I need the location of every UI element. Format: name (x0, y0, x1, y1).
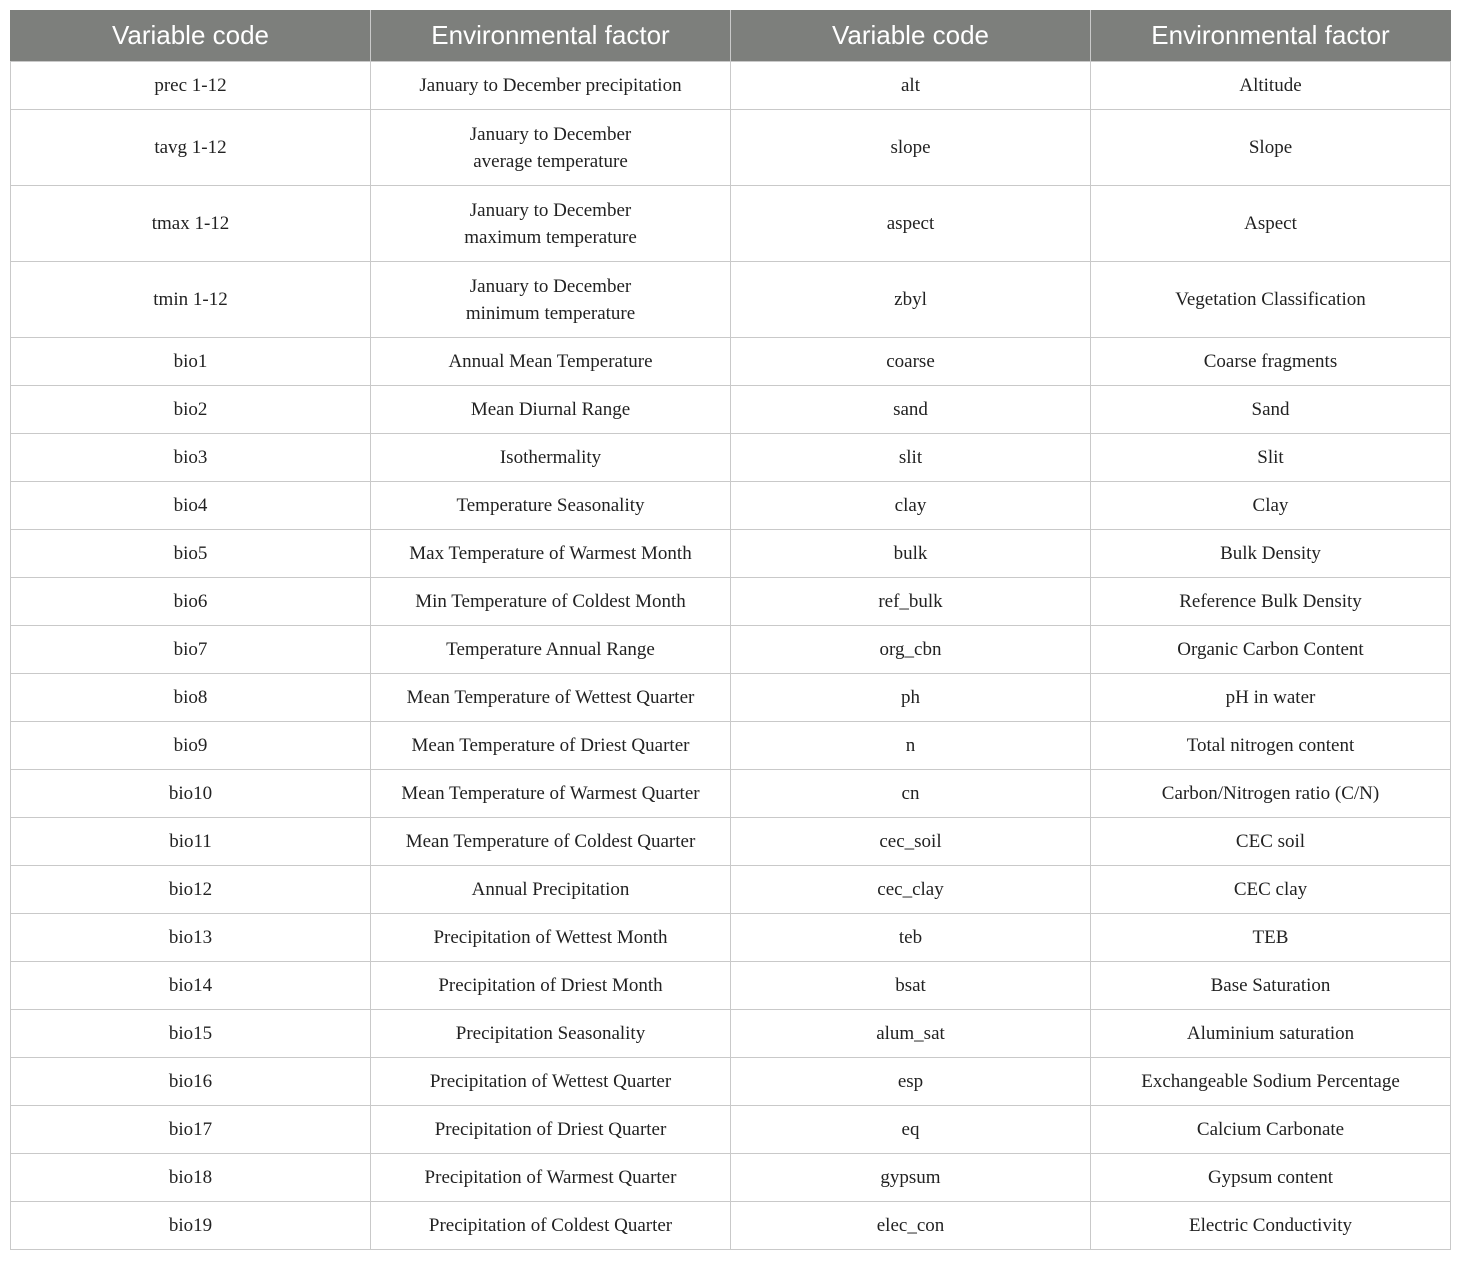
table-row (11, 110, 1451, 186)
variable-code-cell: tmin 1-12 (11, 262, 371, 338)
variable-code-cell: tavg 1-12 (11, 110, 371, 186)
environmental-factor-cell: pH in water (1091, 674, 1451, 722)
environmental-factor-cell: Max Temperature of Warmest Month (371, 530, 731, 578)
variable-code-cell: bio5 (11, 530, 371, 578)
environmental-factor-cell: Precipitation of Wettest Month (371, 914, 731, 962)
environmental-factor-cell: January to December maximum temperature (371, 186, 731, 262)
environmental-factor-cell: Aluminium saturation (1091, 1010, 1451, 1058)
variable-code-cell: bio15 (11, 1010, 371, 1058)
variable-code-cell: ref_bulk (731, 578, 1091, 626)
table-row (11, 530, 1451, 578)
variable-code-cell: bio1 (11, 338, 371, 386)
environmental-factor-cell: Bulk Density (1091, 530, 1451, 578)
table-header (11, 10, 1451, 62)
variable-code-cell: bio19 (11, 1202, 371, 1250)
variable-code-cell: org_cbn (731, 626, 1091, 674)
environmental-factor-cell: Mean Temperature of Warmest Quarter (371, 770, 731, 818)
environmental-factor-cell: Total nitrogen content (1091, 722, 1451, 770)
table-body (11, 62, 1451, 1250)
environmental-factor-cell: Temperature Seasonality (371, 482, 731, 530)
environmental-factor-cell: January to December minimum temperature (371, 262, 731, 338)
table-row (11, 1106, 1451, 1154)
environmental-factor-cell: Carbon/Nitrogen ratio (C/N) (1091, 770, 1451, 818)
environmental-factor-cell: Precipitation of Driest Quarter (371, 1106, 731, 1154)
table-row (11, 770, 1451, 818)
environmental-factor-cell: CEC soil (1091, 818, 1451, 866)
environmental-factor-cell: Electric Conductivity (1091, 1202, 1451, 1250)
table-row (11, 434, 1451, 482)
variable-code-cell: bio10 (11, 770, 371, 818)
environmental-factor-cell: Precipitation of Wettest Quarter (371, 1058, 731, 1106)
variable-code-cell: alum_sat (731, 1010, 1091, 1058)
environmental-factor-cell: Precipitation of Driest Month (371, 962, 731, 1010)
table-row (11, 62, 1451, 110)
environmental-factor-cell: Mean Temperature of Coldest Quarter (371, 818, 731, 866)
environmental-factor-cell: January to December average temperature (371, 110, 731, 186)
variable-code-cell: ph (731, 674, 1091, 722)
variable-code-cell: bio7 (11, 626, 371, 674)
environmental-factor-cell: Annual Mean Temperature (371, 338, 731, 386)
table-row (11, 262, 1451, 338)
header-environmental-factor-1: Environmental factor (371, 10, 731, 62)
environmental-factor-cell: Exchangeable Sodium Percentage (1091, 1058, 1451, 1106)
variable-code-cell: bulk (731, 530, 1091, 578)
variable-code-cell: cec_soil (731, 818, 1091, 866)
environmental-factor-cell: Slope (1091, 110, 1451, 186)
variable-code-cell: bio9 (11, 722, 371, 770)
table-row (11, 482, 1451, 530)
variable-code-cell: bio4 (11, 482, 371, 530)
variable-code-cell: elec_con (731, 1202, 1091, 1250)
table-row (11, 578, 1451, 626)
environmental-factor-cell: January to December precipitation (371, 62, 731, 110)
table-row (11, 626, 1451, 674)
variable-code-cell: bio13 (11, 914, 371, 962)
variable-code-cell: alt (731, 62, 1091, 110)
table-row (11, 386, 1451, 434)
variable-code-cell: bio11 (11, 818, 371, 866)
table-row (11, 674, 1451, 722)
variable-code-cell: cec_clay (731, 866, 1091, 914)
variable-code-cell: bio2 (11, 386, 371, 434)
variable-code-cell: clay (731, 482, 1091, 530)
environmental-factor-cell: Precipitation of Warmest Quarter (371, 1154, 731, 1202)
environmental-factor-cell: CEC clay (1091, 866, 1451, 914)
environmental-factor-cell: Precipitation of Coldest Quarter (371, 1202, 731, 1250)
environmental-factor-cell: Isothermality (371, 434, 731, 482)
variable-code-cell: coarse (731, 338, 1091, 386)
table-row (11, 962, 1451, 1010)
table-row (11, 722, 1451, 770)
variable-code-cell: slit (731, 434, 1091, 482)
variable-code-cell: aspect (731, 186, 1091, 262)
table-row (11, 818, 1451, 866)
variable-code-cell: n (731, 722, 1091, 770)
table-row (11, 1058, 1451, 1106)
environmental-factor-cell: Sand (1091, 386, 1451, 434)
variable-code-cell: bio16 (11, 1058, 371, 1106)
environmental-factor-cell: Mean Temperature of Driest Quarter (371, 722, 731, 770)
environmental-factor-cell: Annual Precipitation (371, 866, 731, 914)
environmental-factor-cell: Aspect (1091, 186, 1451, 262)
variable-code-cell: teb (731, 914, 1091, 962)
environmental-factor-cell: Altitude (1091, 62, 1451, 110)
environmental-factor-cell: Gypsum content (1091, 1154, 1451, 1202)
header-variable-code-2: Variable code (731, 10, 1091, 62)
environmental-factor-cell: Slit (1091, 434, 1451, 482)
variable-code-cell: slope (731, 110, 1091, 186)
variable-code-cell: bio6 (11, 578, 371, 626)
environmental-variables-table (10, 10, 1451, 1250)
variable-code-cell: bio18 (11, 1154, 371, 1202)
environmental-factor-cell: Coarse fragments (1091, 338, 1451, 386)
environmental-factor-cell: Organic Carbon Content (1091, 626, 1451, 674)
variable-code-cell: tmax 1-12 (11, 186, 371, 262)
environmental-factor-cell: Clay (1091, 482, 1451, 530)
environmental-factor-cell: Min Temperature of Coldest Month (371, 578, 731, 626)
table-row (11, 186, 1451, 262)
table-row (11, 866, 1451, 914)
variable-code-cell: sand (731, 386, 1091, 434)
variable-code-cell: prec 1-12 (11, 62, 371, 110)
variable-code-cell: cn (731, 770, 1091, 818)
variable-code-cell: bio3 (11, 434, 371, 482)
variable-code-cell: bio14 (11, 962, 371, 1010)
environmental-factor-cell: Mean Diurnal Range (371, 386, 731, 434)
environmental-factor-cell: Base Saturation (1091, 962, 1451, 1010)
table-row (11, 338, 1451, 386)
header-environmental-factor-2: Environmental factor (1091, 10, 1451, 62)
header-row (11, 10, 1451, 62)
table-row (11, 1202, 1451, 1250)
environmental-factor-cell: TEB (1091, 914, 1451, 962)
variable-code-cell: bio8 (11, 674, 371, 722)
variable-code-cell: esp (731, 1058, 1091, 1106)
environmental-factor-cell: Calcium Carbonate (1091, 1106, 1451, 1154)
variable-code-cell: eq (731, 1106, 1091, 1154)
variable-code-cell: gypsum (731, 1154, 1091, 1202)
table-row (11, 914, 1451, 962)
environmental-factor-cell: Vegetation Classification (1091, 262, 1451, 338)
header-variable-code-1: Variable code (11, 10, 371, 62)
environmental-factor-cell: Temperature Annual Range (371, 626, 731, 674)
variable-code-cell: zbyl (731, 262, 1091, 338)
environmental-factor-cell: Reference Bulk Density (1091, 578, 1451, 626)
variable-code-cell: bsat (731, 962, 1091, 1010)
table-row (11, 1154, 1451, 1202)
variable-code-cell: bio12 (11, 866, 371, 914)
environmental-factor-cell: Precipitation Seasonality (371, 1010, 731, 1058)
table-row (11, 1010, 1451, 1058)
variable-code-cell: bio17 (11, 1106, 371, 1154)
environmental-factor-cell: Mean Temperature of Wettest Quarter (371, 674, 731, 722)
